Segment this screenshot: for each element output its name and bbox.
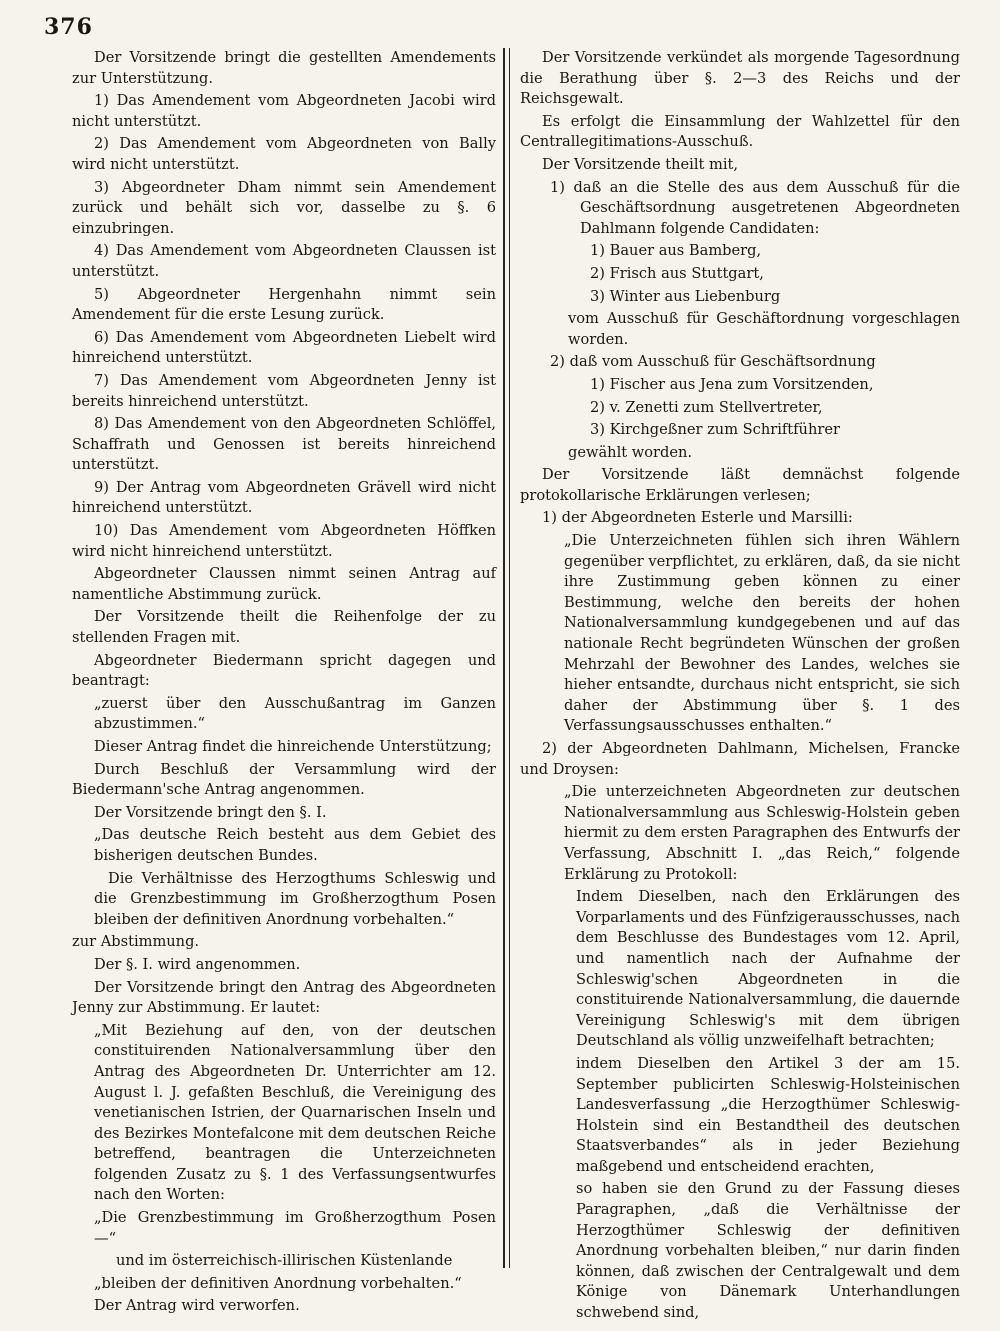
left-column-paragraph: Durch Beschluß der Versammlung wird der Biedermann'sche Antrag angenommen. — [72, 760, 496, 799]
page-number: 376 — [44, 14, 93, 40]
left-column-paragraph: Abgeordneter Claussen nimmt seinen Antrag auf namentliche Abstimmung zurück. — [72, 565, 496, 603]
right-column-paragraph: 1) der Abgeordneten Esterle und Marsilli: — [542, 509, 853, 527]
right-column-paragraph: 1) Fischer aus Jena zum Vorsitzenden, — [590, 375, 874, 393]
right-column-paragraph: vom Ausschuß für Geschäftordnung vorgeschlagen worden. — [568, 310, 960, 348]
right-column-paragraph: 1) Bauer aus Bamberg, — [590, 242, 762, 260]
left-column-paragraph: „Die Grenzbestimmung im Großherzogthum Posen —“ — [94, 1209, 496, 1247]
right-column — [520, 48, 960, 1326]
left-column-paragraph: 3) Abgeordneter Dham nimmt sein Amendement zurück und behält sich vor, dasselbe zu §. 6 einzubringen. — [72, 178, 496, 237]
left-column-paragraph: 4) Das Amendement vom Abgeordneten Claussen ist unterstützt. — [72, 242, 496, 280]
left-column-paragraph: und im österreichisch-illirischen Küstenlande — [116, 1252, 453, 1270]
left-column-paragraph: 10) Das Amendement vom Abgeordneten Höffken wird nicht hinreichend unterstützt. — [72, 522, 496, 560]
left-column-paragraph: Der §. I. wird angenommen. — [94, 955, 301, 973]
right-column-paragraph: Indem Dieselben, nach den Erklärungen des Vorparlaments und des Fünfzigerausschusses, nach dem Beschlusse des Bundestages vom 12. April, und namentlich nach der Aufnahme der Schleswig'schen Abgeordneten in die constituirende Nationalversammlung, die dauernde Vereinigung Schleswig's mit dem übrigen Deutschland als völlig unzweifelhaft betrachten; — [576, 888, 960, 1050]
left-column-paragraph: Der Vorsitzende bringt den Antrag des Abgeordneten Jenny zur Abstimmung. Er lautet: — [72, 978, 496, 1017]
right-column-paragraph: so haben sie den Grund zu der Fassung dieses Paragraphen, „daß die Verhältnisse der Herzogthümer Schleswig der definitiven Anordnung vorbehalten bleiben,“ nur darin finden können, daß zwischen der Centralgewalt und dem Könige von Dänemark Unterhandlungen schwebend sind, — [576, 1180, 960, 1322]
left-column-paragraph: 7) Das Amendement vom Abgeordneten Jenny ist bereits hinreichend unterstützt. — [72, 371, 496, 410]
left-column-paragraph: 6) Das Amendement vom Abgeordneten Liebelt wird hinreichend unterstützt. — [72, 328, 496, 367]
right-column-paragraph: 2) daß vom Ausschuß für Geschäftsordnung — [550, 353, 876, 371]
left-column-paragraph: 2) Das Amendement vom Abgeordneten von Bally wird nicht unterstützt. — [72, 135, 496, 173]
right-column-paragraph: „Die Unterzeichneten fühlen sich ihren Wählern gegenüber verpflichtet, zu erklären, daß, da sie nicht ihre Zustimmung geben können zu einer Bestimmung, welche den bereits der hohen Nationalversammlung kundgegebenen und auf das nationale Recht begründeten Wünschen der großen Mehrzahl der Bewohner des Landes, welches sie hieher entsandte, durchaus nicht entspricht, sie sich daher der Abstimmung über §. 1 des Verfassungsausschusses enthalten.“ — [564, 532, 960, 735]
left-column-paragraph: Dieser Antrag findet die hinreichende Unterstützung; — [94, 738, 492, 755]
right-column-paragraph: gewählt worden. — [568, 443, 693, 461]
left-column-paragraph: Die Verhältnisse des Herzogthums Schleswig und die Grenzbestimmung im Großherzogthum Posen bleiben der definitiven Anordnung vorbehalten.“ — [94, 869, 496, 928]
left-column-paragraph: 5) Abgeordneter Hergenhahn nimmt sein Amendement für die erste Lesung zurück. — [72, 285, 496, 324]
left-column-paragraph: „zuerst über den Ausschußantrag im Ganzen abzustimmen.“ — [94, 694, 496, 733]
left-column — [72, 48, 496, 1319]
left-column-paragraph: „Das deutsche Reich besteht aus dem Gebiet des bisherigen deutschen Bundes. — [94, 826, 496, 864]
right-column-paragraph: Der Vorsitzende theilt mit, — [542, 155, 739, 173]
left-column-paragraph: 9) Der Antrag vom Abgeordneten Grävell wird nicht hinreichend unterstützt. — [72, 478, 496, 517]
right-column-paragraph: 2) der Abgeordneten Dahlmann, Michelsen, Francke und Droysen: — [520, 740, 960, 778]
right-column-paragraph: Der Vorsitzende verkündet als morgende Tagesordnung die Berathung über §. 2—3 des Reichs und der Reichsgewalt. — [520, 49, 960, 108]
left-column-paragraph: Der Vorsitzende bringt die gestellten Amendements zur Unterstützung. — [72, 49, 496, 87]
right-column-paragraph: indem Dieselben den Artikel 3 der am 15. September publicirten Schleswig-Holsteinischen Landesverfassung „die Herzogthümer Schleswig-Holstein sind ein Bestandtheil des deutschen Staatsverbandes“ als in jeder Beziehung maßgebend und entscheidend erachten, — [576, 1054, 960, 1175]
left-column-paragraph: „bleiben der definitiven Anordnung vorbehalten.“ — [94, 1274, 462, 1292]
left-column-paragraph: 8) Das Amendement von den Abgeordneten Schlöffel, Schaffrath und Genossen ist bereits hinreichend unterstützt. — [72, 415, 496, 474]
left-column-paragraph: Der Vorsitzende bringt den §. I. — [94, 803, 327, 821]
right-column-paragraph: Der Vorsitzende läßt demnächst folgende protokollarische Erklärungen verlesen; — [520, 466, 960, 504]
right-column-paragraph: 1) daß an die Stelle des aus dem Ausschuß für die Geschäftsordnung ausgetretenen Abgeordneten Dahlmann folgende Candidaten: — [550, 178, 960, 237]
right-column-paragraph: Es erfolgt die Einsammlung der Wahlzettel für den Centrallegitimations-Ausschuß. — [520, 112, 960, 151]
left-column-paragraph: zur Abstimmung. — [72, 933, 200, 951]
left-column-paragraph: 1) Das Amendement vom Abgeordneten Jacobi wird nicht unterstützt. — [72, 92, 496, 130]
left-column-paragraph: „Mit Beziehung auf den, von der deutschen constituirenden Nationalversammlung über den Antrag des Abgeordneten Dr. Unterrichter am 12. August l. J. gefaßten Beschluß, die Vereinigung des venetianischen Istrien, der Quarnarischen Inseln und des Bezirkes Montefalcone mit dem deutschen Reiche betreffend, beantragen die Unterzeichneten folgenden Zusatz zu §. 1 des Verfassungsentwurfes nach den Worten: — [94, 1021, 496, 1204]
right-column-paragraph: 2) v. Zenetti zum Stellvertreter, — [590, 398, 823, 416]
left-column-paragraph: Der Vorsitzende theilt die Reihenfolge der zu stellenden Fragen mit. — [72, 608, 496, 647]
right-column-paragraph: „Die unterzeichneten Abgeordneten zur deutschen Nationalversammlung aus Schleswig-Holstein geben hiermit zu dem ersten Paragraphen des Entwurfs der Verfassung, Abschnitt I. „das Reich,“ folgende Erklärung zu Protokoll: — [564, 783, 960, 883]
column-divider — [503, 48, 510, 1268]
right-column-paragraph: 3) Winter aus Liebenburg — [590, 287, 781, 305]
right-column-paragraph: 3) Kirchgeßner zum Schriftführer — [590, 421, 840, 439]
left-column-paragraph: Der Antrag wird verworfen. — [94, 1297, 300, 1315]
left-column-paragraph: Abgeordneter Biedermann spricht dagegen und beantragt: — [72, 651, 496, 690]
right-column-paragraph: 2) Frisch aus Stuttgart, — [590, 264, 764, 282]
